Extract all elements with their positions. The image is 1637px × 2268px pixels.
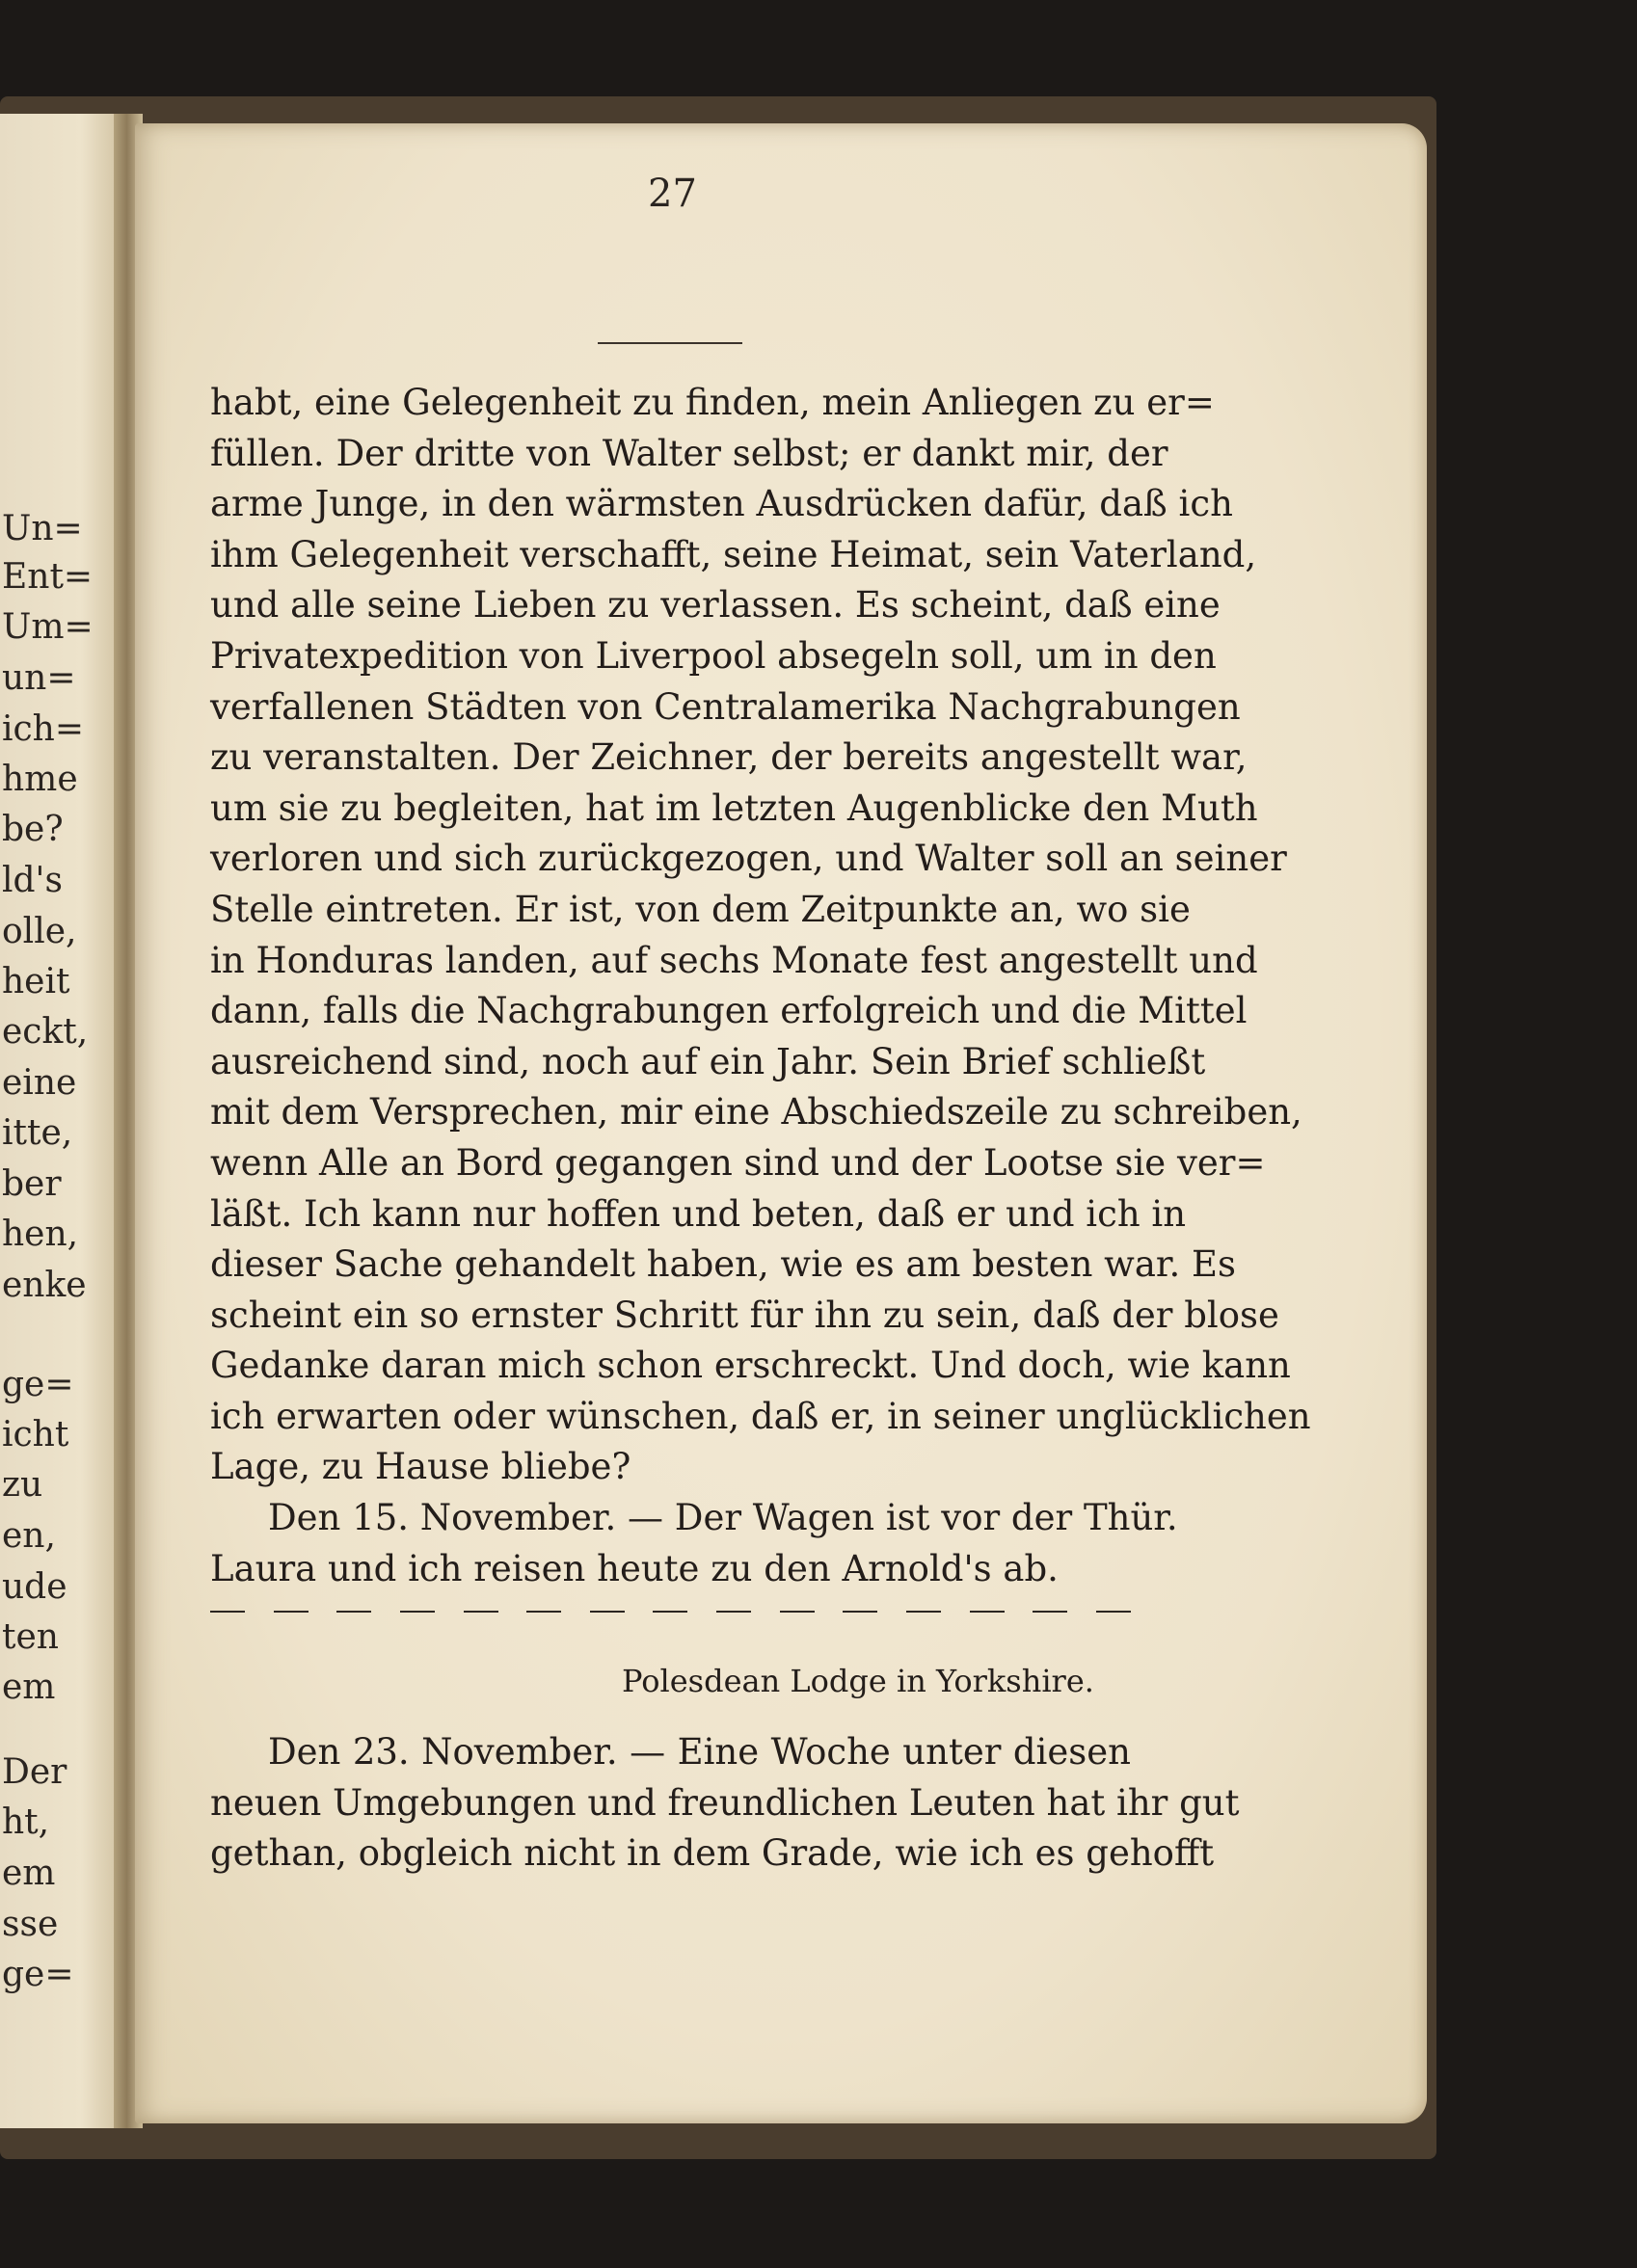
left-page-fragment: hme [2, 760, 78, 799]
left-page-fragment: un= [2, 658, 76, 698]
page-number-rule [598, 342, 742, 344]
left-page-fragment: ge= [2, 1365, 74, 1404]
text-line: zu veranstalten. Der Zeichner, der bereits angestellt war, [210, 736, 1248, 779]
text-line: Den 15. November. — Der Wagen ist vor der Thür. [268, 1497, 1178, 1539]
text-line: in Honduras landen, auf sechs Monate fest angestellt und [210, 939, 1258, 981]
separator-dash [1033, 1611, 1067, 1613]
left-page-fragment: em [2, 1668, 56, 1707]
left-page-fragment: itte, [2, 1113, 73, 1153]
body-text-continued [210, 1727, 1240, 1880]
separator-dash [843, 1611, 877, 1613]
left-page-fragment: ht, [2, 1802, 50, 1842]
text-line: ihm Gelegenheit verschafft, seine Heimat, sein Vaterland, [210, 533, 1257, 575]
separator-dash [970, 1611, 1005, 1613]
left-page-fragment: Ent= [2, 557, 94, 597]
separator-dash [464, 1611, 498, 1613]
left-page-fragment: Um= [2, 607, 94, 647]
section-separator [210, 1600, 1131, 1623]
left-page-fragment: eckt, [2, 1012, 89, 1052]
left-page-fragment: zu [2, 1465, 43, 1505]
text-line: neuen Umgebungen und freundlichen Leuten hat ihr gut [210, 1781, 1240, 1824]
left-page-fragment: icht [2, 1415, 69, 1454]
place-heading: Polesdean Lodge in Yorkshire. [622, 1663, 1094, 1699]
left-page-fragment: heit [2, 962, 70, 1001]
text-line: Gedanke daran mich schon erschreckt. Und doch, wie kann [210, 1345, 1291, 1387]
text-line: läßt. Ich kann nur hoffen und beten, daß er und ich in [210, 1192, 1187, 1235]
left-page-fragment: ude [2, 1567, 67, 1607]
separator-dash [1096, 1611, 1131, 1613]
text-line: verloren und sich zurückgezogen, und Walter soll an seiner [210, 838, 1287, 880]
separator-dash [400, 1611, 435, 1613]
text-line: Lage, zu Hause bliebe? [210, 1446, 631, 1488]
text-line: ausreichend sind, noch auf ein Jahr. Sein Brief schließt [210, 1040, 1206, 1082]
left-page-fragment: eine [2, 1063, 77, 1103]
separator-dash [780, 1611, 815, 1613]
text-line: dieser Sache gehandelt haben, wie es am besten war. Es [210, 1243, 1237, 1286]
text-line: dann, falls die Nachgrabungen erfolgreich und die Mittel [210, 990, 1248, 1032]
left-page-fragment: em [2, 1854, 56, 1893]
separator-dash [526, 1611, 561, 1613]
left-page-fragment: ber [2, 1164, 62, 1204]
text-line: füllen. Der dritte von Walter selbst; er dankt mir, der [210, 432, 1168, 474]
left-page-fragment: en, [2, 1516, 56, 1556]
page-number: 27 [648, 172, 697, 216]
separator-dash [210, 1611, 245, 1613]
separator-dash [906, 1611, 941, 1613]
text-line: arme Junge, in den wärmsten Ausdrücken dafür, daß ich [210, 483, 1233, 525]
left-page-fragment: hen, [2, 1214, 79, 1254]
left-page-fragment: be? [2, 810, 64, 849]
separator-dash [274, 1611, 309, 1613]
text-line: habt, eine Gelegenheit zu finden, mein Anliegen zu er= [210, 382, 1215, 423]
text-line: verfallenen Städten von Centralamerika Nachgrabungen [210, 685, 1241, 728]
left-page-fragment: Der [2, 1752, 67, 1792]
left-page-fragment: ld's [2, 861, 63, 900]
separator-dash [653, 1611, 687, 1613]
text-line: scheint ein so ernster Schritt für ihn zu sein, daß der blose [210, 1294, 1279, 1336]
text-line: Den 23. November. — Eine Woche unter diesen [268, 1731, 1131, 1773]
separator-dash [716, 1611, 751, 1613]
separator-dash [336, 1611, 371, 1613]
left-page-fragment: ich= [2, 709, 85, 749]
text-line: mit dem Versprechen, mir eine Abschiedszeile zu schreiben, [210, 1091, 1302, 1134]
left-page-fragment: ten [2, 1617, 59, 1657]
text-line: Privatexpedition von Liverpool absegeln soll, um in den [210, 634, 1217, 677]
left-page-fragment: ge= [2, 1955, 74, 1994]
text-line: Stelle eintreten. Er ist, von dem Zeitpunkte an, wo sie [210, 888, 1191, 930]
left-page-fragment: enke [2, 1266, 87, 1305]
text-line: gethan, obgleich nicht in dem Grade, wie ich es gehofft [210, 1832, 1215, 1875]
left-page-fragment: sse [2, 1905, 59, 1944]
text-line: Laura und ich reisen heute zu den Arnold's ab. [210, 1547, 1059, 1589]
left-page-fragment: olle, [2, 912, 77, 951]
text-line: ich erwarten oder wünschen, daß er, in seiner unglücklichen [210, 1395, 1311, 1437]
text-line: um sie zu begleiten, hat im letzten Augenblicke den Muth [210, 787, 1258, 829]
left-page-fragment: Un= [2, 509, 83, 548]
body-text [210, 378, 1311, 1594]
text-line: und alle seine Lieben zu verlassen. Es scheint, daß eine [210, 584, 1221, 627]
text-line: wenn Alle an Bord gegangen sind und der Lootse sie ver= [210, 1141, 1266, 1184]
separator-dash [590, 1611, 625, 1613]
